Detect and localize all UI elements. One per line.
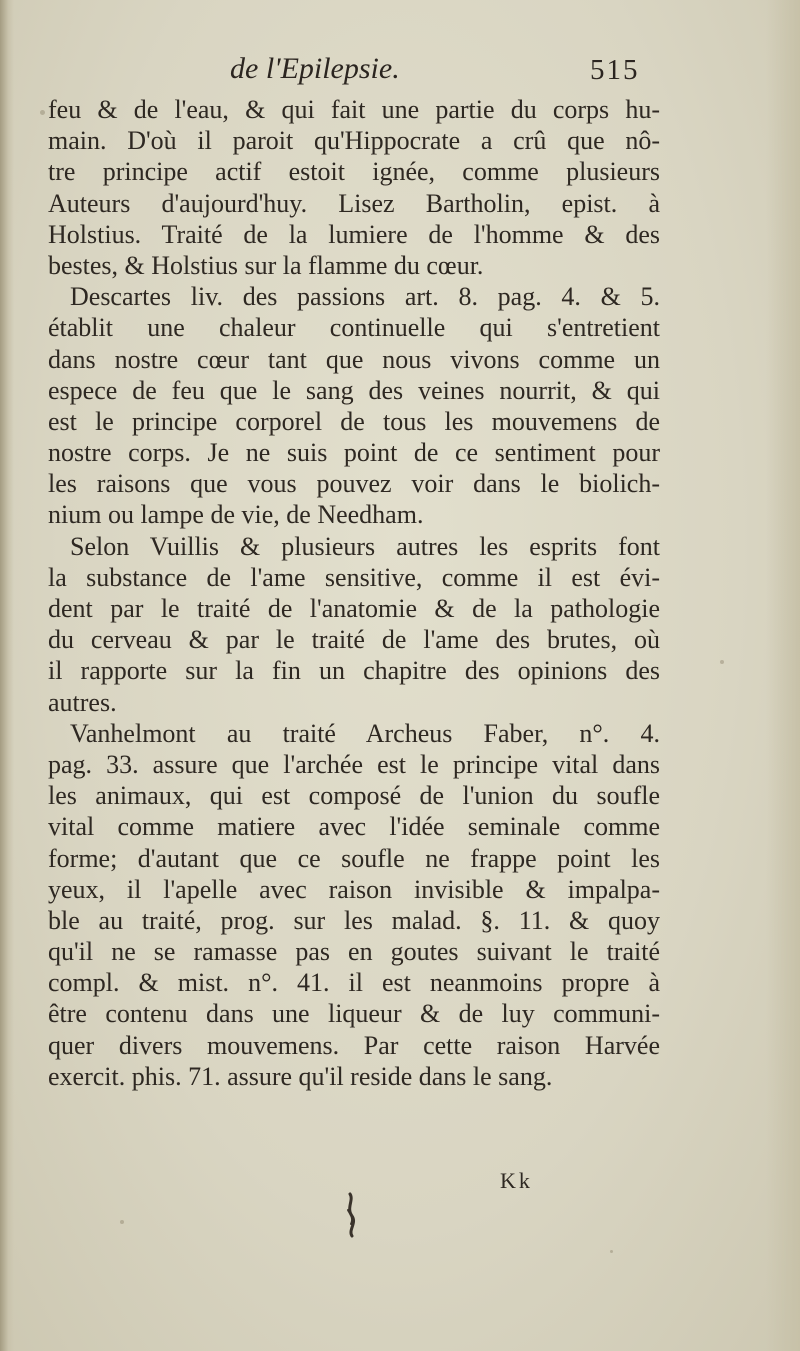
text-line: yeux, il l'apelle avec raison invisible & impalpa-: [48, 874, 660, 904]
spine-shadow: [0, 0, 14, 1351]
text-line: feu & de l'eau, & qui fait une partie du corps hu-: [48, 95, 660, 124]
text-line: nium ou lampe de vie, de Needham.: [48, 500, 424, 530]
text-line: Selon Vuillis & plusieurs autres les esprits font: [70, 531, 660, 561]
text-line: établit une chaleur continuelle qui s'entretient: [48, 313, 660, 343]
text-line: du cerveau & par le traité de l'ame des brutes, où: [48, 625, 660, 655]
text-line: main. D'où il paroit qu'Hippocrate a crû que nô-: [48, 126, 660, 156]
text-line: dent par le traité de l'anatomie & de la pathologie: [48, 594, 660, 623]
text-line: nostre corps. Je ne suis point de ce sentiment pour: [48, 438, 660, 468]
text-line: ble au traité, prog. sur les malad. §. 11. & quoy: [48, 905, 660, 935]
text-line: vital comme matiere avec l'idée seminale comme: [48, 812, 660, 842]
text-line: les animaux, qui est composé de l'union du soufle: [48, 781, 660, 811]
text-line: pag. 33. assure que l'archée est le principe vital dans: [48, 749, 660, 779]
text-line: Holstius. Traité de la lumiere de l'homme & des: [48, 219, 660, 249]
paper-speck: [120, 1220, 124, 1224]
text-line: compl. & mist. n°. 41. il est neanmoins propre à: [48, 968, 660, 998]
text-line: les raisons que vous pouvez voir dans le biolich-: [48, 469, 660, 499]
text-line: espece de feu que le sang des veines nourrit, & qui: [48, 375, 660, 405]
ink-smudge: [340, 1190, 364, 1240]
text-line: Vanhelmont au traité Archeus Faber, n°. 4.: [70, 718, 660, 748]
paper-speck: [610, 1250, 613, 1253]
text-line: bestes, & Holstius sur la flamme du cœur.: [48, 250, 484, 280]
text-line: quer divers mouvemens. Par cette raison Harvée: [48, 1030, 660, 1060]
text-line: dans nostre cœur tant que nous vivons comme un: [48, 344, 660, 374]
page-number: 515: [590, 54, 640, 86]
text-line: est le principe corporel de tous les mouvemens de: [48, 406, 660, 436]
text-line: forme; d'autant que ce soufle ne frappe point les: [48, 843, 660, 873]
text-line: qu'il ne se ramasse pas en goutes suivant le traité: [48, 937, 660, 967]
text-line: autres.: [48, 687, 117, 717]
catchword: Kk: [500, 1168, 533, 1193]
running-head: [60, 52, 660, 96]
text-line: Descartes liv. des passions art. 8. pag. 4. & 5.: [70, 282, 660, 312]
text-line: exercit. phis. 71. assure qu'il reside dans le sang.: [48, 1061, 553, 1091]
text-line: la substance de l'ame sensitive, comme il est évi-: [48, 562, 660, 592]
body-text: [48, 94, 660, 1092]
text-line: il rapporte sur la fin un chapitre des opinions des: [48, 656, 660, 686]
paper-speck: [720, 660, 724, 664]
text-line: tre principe actif estoit ignée, comme plusieurs: [48, 157, 660, 187]
text-line: Auteurs d'aujourd'huy. Lisez Bartholin, epist. à: [48, 188, 660, 218]
text-line: être contenu dans une liqueur & de luy communi-: [48, 999, 660, 1029]
page-edge-shade: [766, 0, 800, 1351]
running-title: de l'Epilepsie.: [230, 52, 400, 85]
paper-speck: [40, 110, 45, 115]
